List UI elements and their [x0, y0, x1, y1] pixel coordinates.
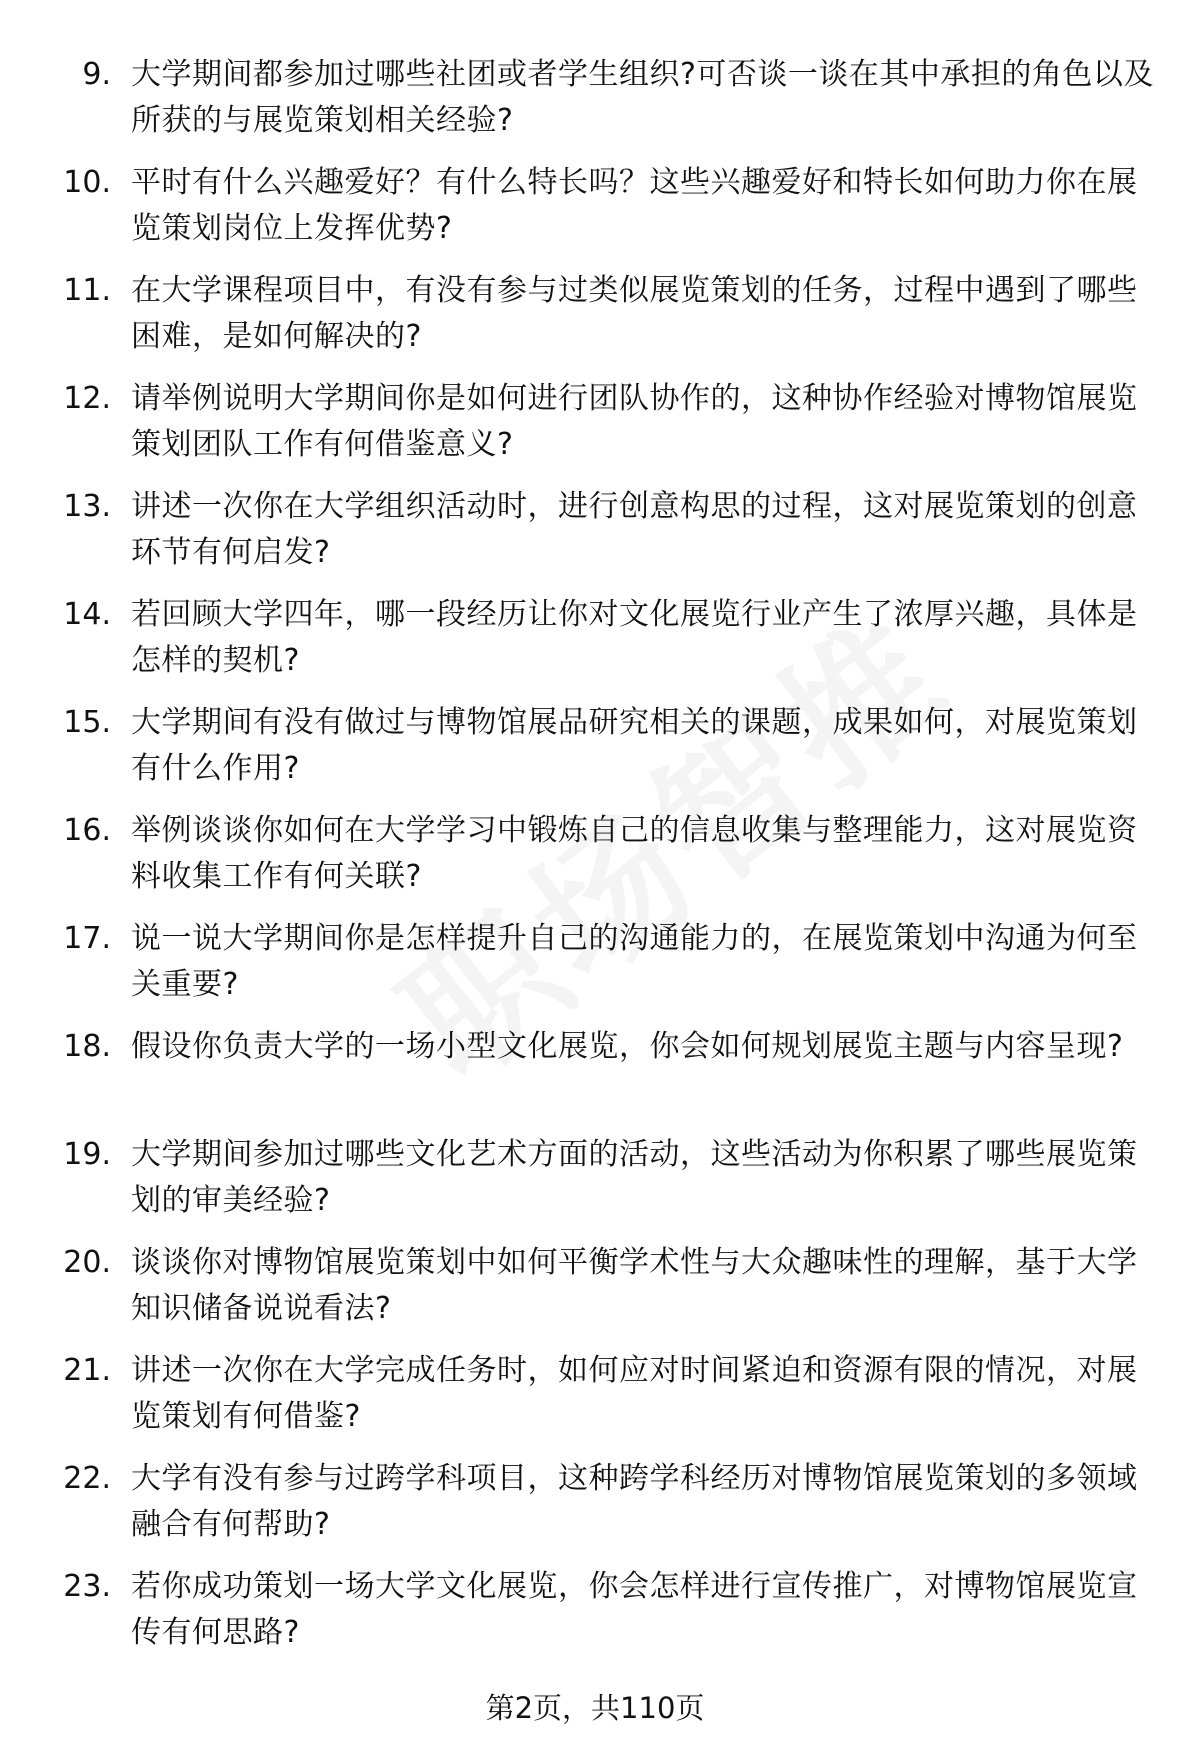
- question-item: [0, 52, 1190, 160]
- question-number: 23.: [63, 1569, 111, 1604]
- question-text: 假设你负责大学的一场小型文化展览，你会如何规划展览主题与内容呈现?: [131, 1029, 1124, 1064]
- question-item: [0, 1024, 1190, 1132]
- question-item: [0, 160, 1190, 268]
- question-item: [0, 376, 1190, 484]
- question-number: 16.: [63, 813, 111, 848]
- question-item: [0, 1240, 1190, 1348]
- question-text: 讲述一次你在大学组织活动时，进行创意构思的过程，这对展览策划的创意环节有何启发?: [131, 489, 1138, 570]
- question-text: 大学期间有没有做过与博物馆展品研究相关的课题，成果如何，对展览策划有什么作用?: [131, 705, 1138, 786]
- question-text: 说一说大学期间你是怎样提升自己的沟通能力的，在展览策划中沟通为何至关重要?: [131, 921, 1138, 1002]
- question-item: [0, 1348, 1190, 1456]
- question-text: 举例谈谈你如何在大学学习中锻炼自己的信息收集与整理能力，这对展览资料收集工作有何关联?: [131, 813, 1138, 894]
- question-item: [0, 808, 1190, 916]
- question-text: 大学期间都参加过哪些社团或者学生组织?可否谈一谈在其中承担的角色以及所获的与展览策划相关经验?: [131, 57, 1154, 138]
- question-number: 11.: [63, 273, 111, 308]
- question-item: [0, 1456, 1190, 1564]
- question-text: 讲述一次你在大学完成任务时，如何应对时间紧迫和资源有限的情况，对展览策划有何借鉴?: [131, 1353, 1138, 1434]
- question-text: 谈谈你对博物馆展览策划中如何平衡学术性与大众趣味性的理解，基于大学知识储备说说看法?: [131, 1245, 1138, 1326]
- question-item: [0, 1564, 1190, 1672]
- question-number: 21.: [63, 1353, 111, 1388]
- page-number-label: 第2页，共110页: [485, 1691, 705, 1725]
- question-number: 19.: [63, 1137, 111, 1172]
- question-item: [0, 916, 1190, 1024]
- question-list: [0, 52, 1190, 1672]
- question-item: [0, 268, 1190, 376]
- question-text: 在大学课程项目中，有没有参与过类似展览策划的任务，过程中遇到了哪些困难，是如何解决的?: [131, 273, 1138, 354]
- question-number: 13.: [63, 489, 111, 524]
- question-item: [0, 700, 1190, 808]
- question-text: 请举例说明大学期间你是如何进行团队协作的，这种协作经验对博物馆展览策划团队工作有何借鉴意义?: [131, 381, 1138, 462]
- question-text: 大学期间参加过哪些文化艺术方面的活动，这些活动为你积累了哪些展览策划的审美经验?: [131, 1137, 1138, 1218]
- question-number: 12.: [63, 381, 111, 416]
- question-text: 若回顾大学四年，哪一段经历让你对文化展览行业产生了浓厚兴趣，具体是怎样的契机?: [131, 597, 1138, 678]
- question-text: 平时有什么兴趣爱好？有什么特长吗？这些兴趣爱好和特长如何助力你在展览策划岗位上发挥优势?: [131, 165, 1138, 246]
- question-item: [0, 1132, 1190, 1240]
- question-text: 若你成功策划一场大学文化展览，你会怎样进行宣传推广，对博物馆展览宣传有何思路?: [131, 1569, 1138, 1650]
- page-footer: [0, 1688, 1190, 1728]
- question-number: 22.: [63, 1461, 111, 1496]
- question-number: 17.: [63, 921, 111, 956]
- question-number: 15.: [63, 705, 111, 740]
- question-item: [0, 592, 1190, 700]
- question-number: 18.: [63, 1029, 111, 1064]
- question-item: [0, 484, 1190, 592]
- question-text: 大学有没有参与过跨学科项目，这种跨学科经历对博物馆展览策划的多领域融合有何帮助?: [131, 1461, 1138, 1542]
- question-number: 10.: [63, 165, 111, 200]
- question-number: 14.: [63, 597, 111, 632]
- question-number: 9.: [82, 57, 111, 92]
- question-number: 20.: [63, 1245, 111, 1280]
